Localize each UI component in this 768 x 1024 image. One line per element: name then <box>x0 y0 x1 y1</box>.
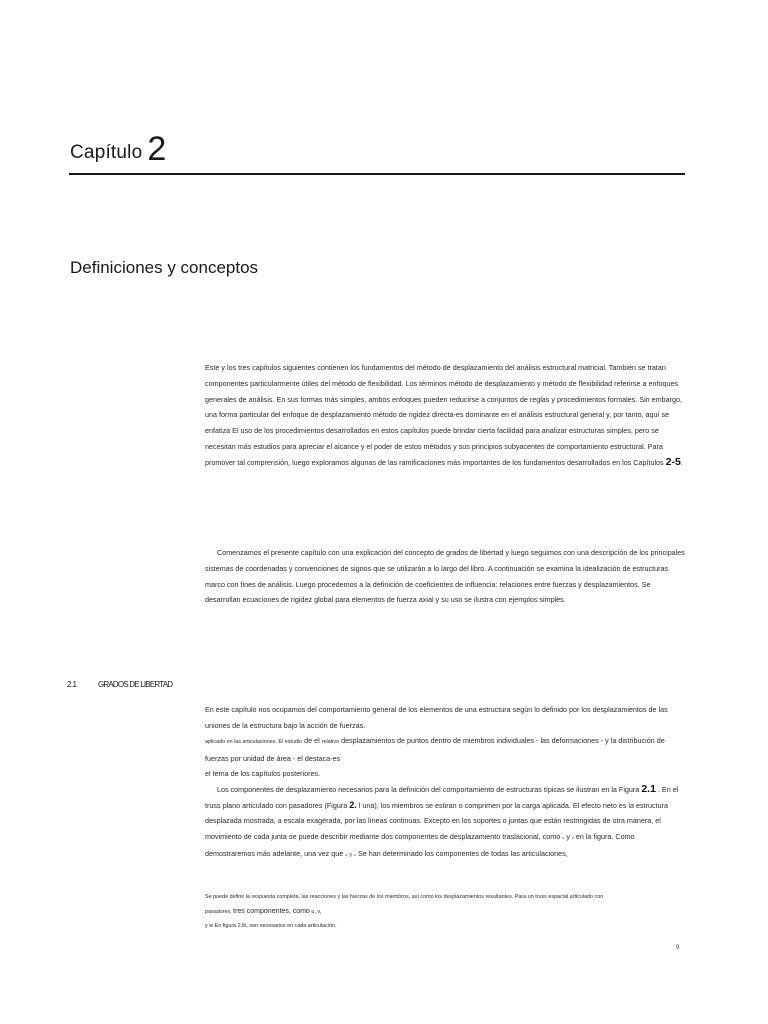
variable-u: u <box>562 835 565 840</box>
body-text: demostraremos más adelante, una vez que <box>205 849 344 859</box>
body-line <box>205 798 685 814</box>
small-text: En figura 2.lb, son necesarios en cada articulación. <box>214 923 337 930</box>
body-text: Los componentes de desplazamiento necesarios para la definición del comportamiento de estructuras típicas se ilustran en la Figura <box>217 784 640 794</box>
footer-line: Se puede definir la respuesta completa, las reacciones y las fuerzas de los miembros, así como los desplazamientos resultantes. Para un truss espacial articulado con <box>205 894 604 900</box>
body-line: uniones de la estructura bajo la acción de fuerzas. <box>205 720 366 730</box>
section-number: 2.1 <box>67 680 77 689</box>
body-text: truss plano articulado con pasadores (Figura <box>205 800 348 810</box>
body-line <box>205 846 685 864</box>
small-text: y <box>349 852 353 859</box>
intro-paragraph <box>205 360 685 471</box>
body-line: En este capítulo nos ocupamos del comportamiento general de los elementos de una estructura según lo definido por los desplazamientos de las <box>205 705 668 714</box>
variable-v: v <box>354 853 356 858</box>
small-text: relativo <box>321 739 340 746</box>
figure-reference: 2. <box>349 799 357 810</box>
footer-line <box>205 919 685 934</box>
body-line: desplazada mostrada, a escala exagerada, por las líneas continuas. Excepto en los soportes o juntas que están restringidas de otra manera, el <box>205 816 661 826</box>
page-number: 9 <box>676 945 680 951</box>
section-heading: GRADOS DE LIBERTAD <box>98 680 173 689</box>
body-text: de el <box>304 736 320 746</box>
body-text: . En el <box>657 784 679 794</box>
chapters-reference: 2-5 <box>665 455 681 468</box>
section-title: Definiciones y conceptos <box>70 258 259 277</box>
small-text: u, v, <box>311 908 322 915</box>
body-line: fuerzas por unidad de área - el destaca-es <box>205 753 341 763</box>
footer-paragraph <box>205 890 685 934</box>
body-line <box>205 829 685 847</box>
section-body <box>205 702 685 864</box>
body-text: desplazamientos de puntos dentro de miembros individuales - las deformaciones - y la distribución de <box>341 736 665 746</box>
overview-text: Comenzamos el presente capítulo con una explicación del concepto de grados de libertad y luego seguimos con una descripción de los principales sistemas de coordenadas y convenciones de signos que se utilizarán a lo largo del libro. A continuación se examina la idealización de estructuras marco con fines de análisis. Luego procedemos a la definición de coeficientes de influencia: relaciones entre fuerzas y desplazamientos. Se desarrollan ecuaciones de rigidez global para elementos de fuerza axial y su uso se ilustra con ejemplos simples. <box>205 548 685 605</box>
body-line: el tema de los capítulos posteriores. <box>205 769 321 779</box>
footer-text: tres componentes, como <box>233 907 310 915</box>
variable-u: u <box>345 853 348 858</box>
small-text: y <box>205 923 208 930</box>
chapter-label: Capítulo <box>70 142 143 163</box>
intro-text: Este y los tres capítulos siguientes contienen los fundamentos del método de desplazamiento del análisis estructural matricial. También se tratan componentes particularmente útiles del método de flexibilidad. Los términos método de desplazamiento y método de flexibilidad referirse a enfoques generales de análisis. En sus formas más simples, ambos enfoques pueden reducirse a conjuntos de reglas y procedimientos formales. Sin embargo, una forma particular del enfoque de desplazamiento método de rigidez directa-es dominante en el análisis estructural general y, por tanto, aquí se enfatiza El uso de los procedimientos desarrollados en estos capítulos puede brindar cierta facilidad para analizar estructuras simples, pero se necesitan más estudios para apreciar el alcance y el poder de estos métodos y sus principios subyacentes de comportamiento estructural. Para promover tal comprensión, luego exploramos algunas de las ramificaciones más importantes de los fundamentos desarrollados en los Capítulos <box>205 363 683 467</box>
chapter-heading <box>70 128 166 167</box>
footer-line <box>205 905 685 920</box>
intro-end: . <box>680 457 683 467</box>
body-text: l una), los miembros se estiran o comprimen por la carga aplicada. El efecto neto es la estructura <box>358 800 668 810</box>
body-text: en la figura. Como <box>575 831 635 841</box>
small-text: aplicado en las articulaciones. El estudio <box>205 739 303 746</box>
variable-v: v <box>571 835 574 840</box>
body-text: movimiento de cada junta se puede describir mediante dos componentes de desplazamiento traslacional, como <box>205 831 561 841</box>
chapter-number: 2 <box>147 130 167 168</box>
body-line <box>205 733 685 751</box>
small-text: pasadores, <box>205 908 232 915</box>
figure-reference: 2.1 <box>641 782 656 795</box>
body-line <box>205 782 685 798</box>
overview-paragraph <box>205 545 685 608</box>
body-text: y <box>566 831 570 841</box>
chapter-rule <box>69 173 685 175</box>
body-text: Se han determinado los componentes de todas las articulaciones, <box>357 849 568 859</box>
small-text: w <box>209 923 214 930</box>
